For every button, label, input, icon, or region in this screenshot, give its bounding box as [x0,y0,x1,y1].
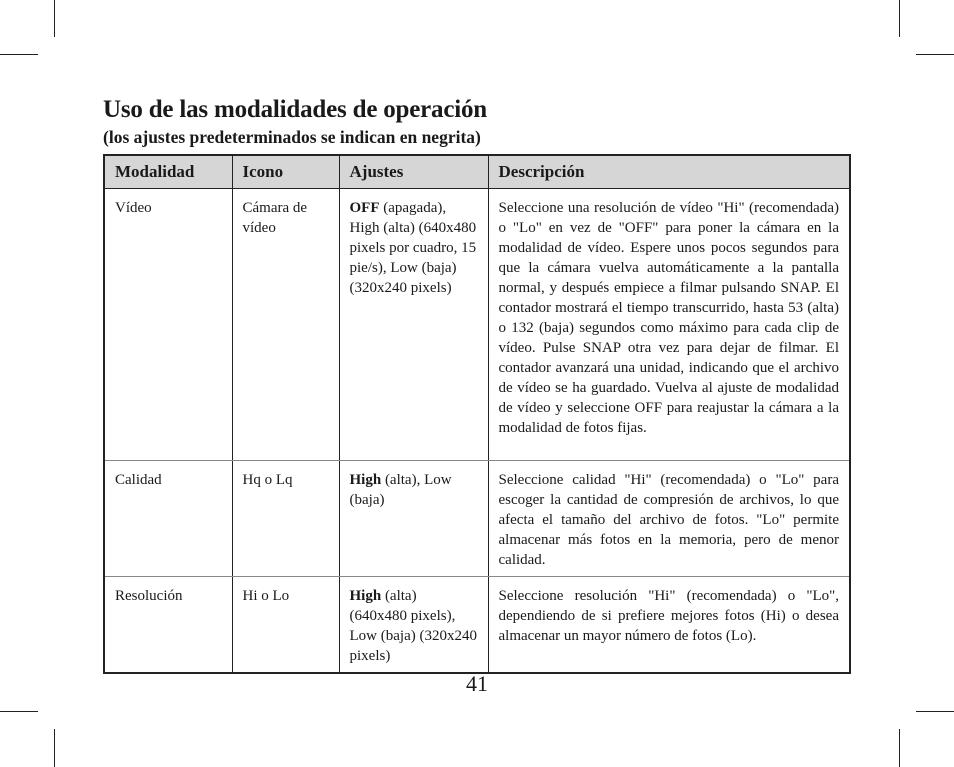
settings-default: High [349,588,382,604]
page-subtitle [103,127,481,148]
settings-options: (alta) (640x480 pixels), Low (baja) (320x240 pixels) [349,588,477,664]
icon-cell: Hi o Lo [232,577,339,674]
table-header-row [104,155,850,189]
page-title: Uso de las modalidades de operación [103,96,488,123]
settings-cell [339,577,488,674]
mode-cell: Vídeo [104,189,232,461]
subtitle-prefix: (los ajustes predeterminados se indican en [103,127,422,147]
settings-options: (apagada), High (alta) (640x480 pixels por cuadro, 15 pie/s), Low (baja) (320x240 pixels) [349,200,477,296]
crop-mark [899,729,900,767]
header-modalidad: Modalidad [104,155,232,189]
settings-cell [339,461,488,577]
crop-mark [0,54,38,55]
settings-default: High [349,472,382,488]
header-icono: Icono [232,155,339,189]
settings-options: (alta), Low (baja) [349,472,452,508]
crop-mark [54,729,55,767]
header-descripcion: Descripción [488,155,850,189]
page-number: 41 [466,671,488,696]
description-cell: Seleccione calidad "Hi" (recomendada) o "Lo" para escoger la cantidad de compresión de archivos, lo que afecta el tamaño del archivo de fotos. "Lo" permite almacenar más fotos en la memoria, pero de menor calidad. [488,461,850,577]
crop-mark [54,0,55,37]
crop-mark [0,711,38,712]
settings-cell [339,189,488,461]
modes-table [103,154,851,674]
description-cell: Seleccione resolución "Hi" (recomendada) o "Lo", dependiendo de si prefiere mejores fotos (Hi) o desea almacenar un mayor número de fotos (Lo). [488,577,850,674]
table-row [104,461,850,577]
subtitle-bold-word: negrita [421,127,476,147]
crop-mark [899,0,900,37]
description-cell: Seleccione una resolución de vídeo "Hi" (recomendada) o "Lo" en vez de "OFF" para poner la cámara en la modalidad de vídeo. Espere unos pocos segundos para que la cámara vuelva automáticamente a la pantalla normal, y después empiece a filmar pulsando SNAP. El contador mostrará el tiempo transcurrido, hasta 53 (alta) o 132 (baja) segundos como máximo para cada clip de vídeo. Pulse SNAP otra vez para dejar de filmar. El contador avanzará una unidad, indicando que el archivo de vídeo se ha guardado. Vuelva al ajuste de modalidad de vídeo y seleccione OFF para reajustar la cámara a la modalidad de fotos fijas. [488,189,850,461]
icon-cell: Hq o Lq [232,461,339,577]
settings-default: OFF [349,200,380,216]
icon-cell: Cámara de vídeo [232,189,339,461]
subtitle-suffix: ) [475,127,481,147]
mode-cell: Calidad [104,461,232,577]
crop-mark [916,54,954,55]
crop-mark [916,711,954,712]
table-row [104,189,850,461]
mode-cell: Resolución [104,577,232,674]
table-row [104,577,850,674]
header-ajustes: Ajustes [339,155,488,189]
